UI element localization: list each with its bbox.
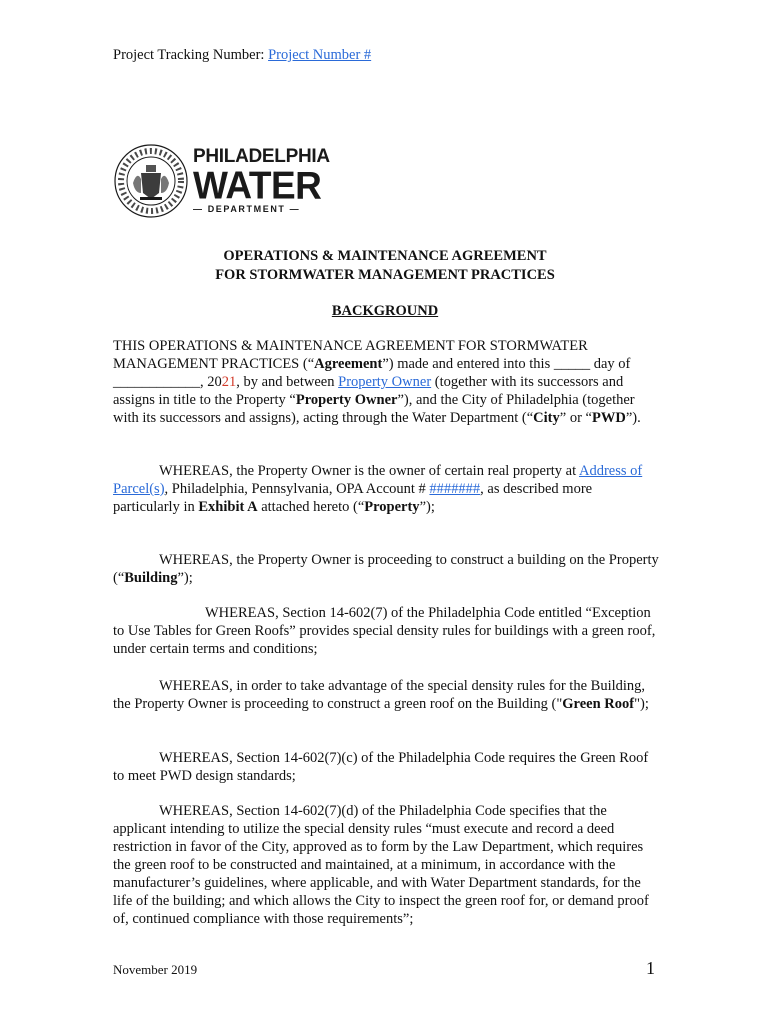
term-building: Building [124, 570, 178, 586]
property-owner-link[interactable]: Property Owner [338, 374, 432, 390]
paragraph-whereas-building: WHEREAS, the Property Owner is proceeding to construct a building on the Property (“Building”); [113, 552, 659, 586]
opa-account-link[interactable]: ####### [429, 481, 481, 497]
paragraph-agreement-intro: THIS OPERATIONS & MAINTENANCE AGREEMENT FOR STORMWATER MANAGEMENT PRACTICES (“Agreement”) made and entered into this _____ day of ____________, 2021, by and between Property Owner (together with its successors and assigns in title to the Property “Property Owner”), and the City of Philadelphia (together with its successors and assigns), acting through the Water Department (“City” or “PWD”). [113, 338, 641, 426]
section-heading-background: BACKGROUND [331, 303, 439, 319]
term-property-owner: Property Owner [295, 392, 398, 408]
term-agreement: Agreement [314, 356, 383, 372]
document-title-line-1: OPERATIONS & MAINTENANCE AGREEMENT [223, 248, 547, 264]
project-number-link[interactable]: Project Number # [268, 47, 372, 63]
paragraph-whereas-section-14-602-7: WHEREAS, Section 14-602(7) of the Philadelphia Code entitled “Exception to Use Tables for Green Roofs” provides special density rules for buildings with a green roof, under certain terms and conditions; [113, 605, 656, 657]
footer-date: November 2019 [113, 962, 198, 977]
term-property: Property [364, 499, 420, 515]
address-of-parcels-link[interactable]: Address of Parcel(s) [113, 463, 643, 497]
paragraph-whereas-green-roof: WHEREAS, in order to take advantage of the special density rules for the Building, the Property Owner is proceeding to construct a green roof on the Building ("Green Roof"); [113, 678, 649, 712]
paragraph-whereas-section-7d: WHEREAS, Section 14-602(7)(d) of the Philadelphia Code specifies that the applicant intending to utilize the special density rules “must execute and record a deed restriction in favor of the City, approved as to form by the Law Department, which requires the green roof to be constructed and maintained, at a minimum, in accordance with the manufacturer’s guidelines, where applicable, and with Water Department standards, for the life of the building; and which allows the City to inspect the green roof for, or demand proof of, continued compliance with those requirements”; [113, 803, 649, 927]
page-number: 1 [646, 958, 655, 978]
term-pwd: PWD [591, 410, 626, 426]
wordmark [193, 147, 333, 215]
term-exhibit-a: Exhibit A [198, 499, 258, 515]
paragraph-whereas-owner: WHEREAS, the Property Owner is the owner of certain real property at Address of Parcel(s), Philadelphia, Pennsylvania, OPA Account # #######, as described more particularly in Exhibit A attached hereto (“Property”); [113, 463, 643, 515]
paragraph-whereas-section-7c: WHEREAS, Section 14-602(7)(c) of the Philadelphia Code requires the Green Roof to meet PWD design standards; [113, 750, 649, 784]
wordmark-department: — DEPARTMENT — [193, 204, 301, 214]
term-green-roof: Green Roof [562, 696, 635, 712]
tracking-number-line [113, 47, 371, 64]
wordmark-water: WATER [193, 163, 322, 207]
term-city: City [533, 410, 560, 426]
document-title-line-2: FOR STORMWATER MANAGEMENT PRACTICES [215, 267, 555, 283]
wordmark-philadelphia: PHILADELPHIA [193, 146, 330, 167]
tracking-label: Project Tracking Number: [113, 47, 269, 63]
city-seal-icon [113, 143, 189, 219]
pwd-logo [113, 143, 333, 223]
year-highlight: 21 [221, 374, 237, 390]
